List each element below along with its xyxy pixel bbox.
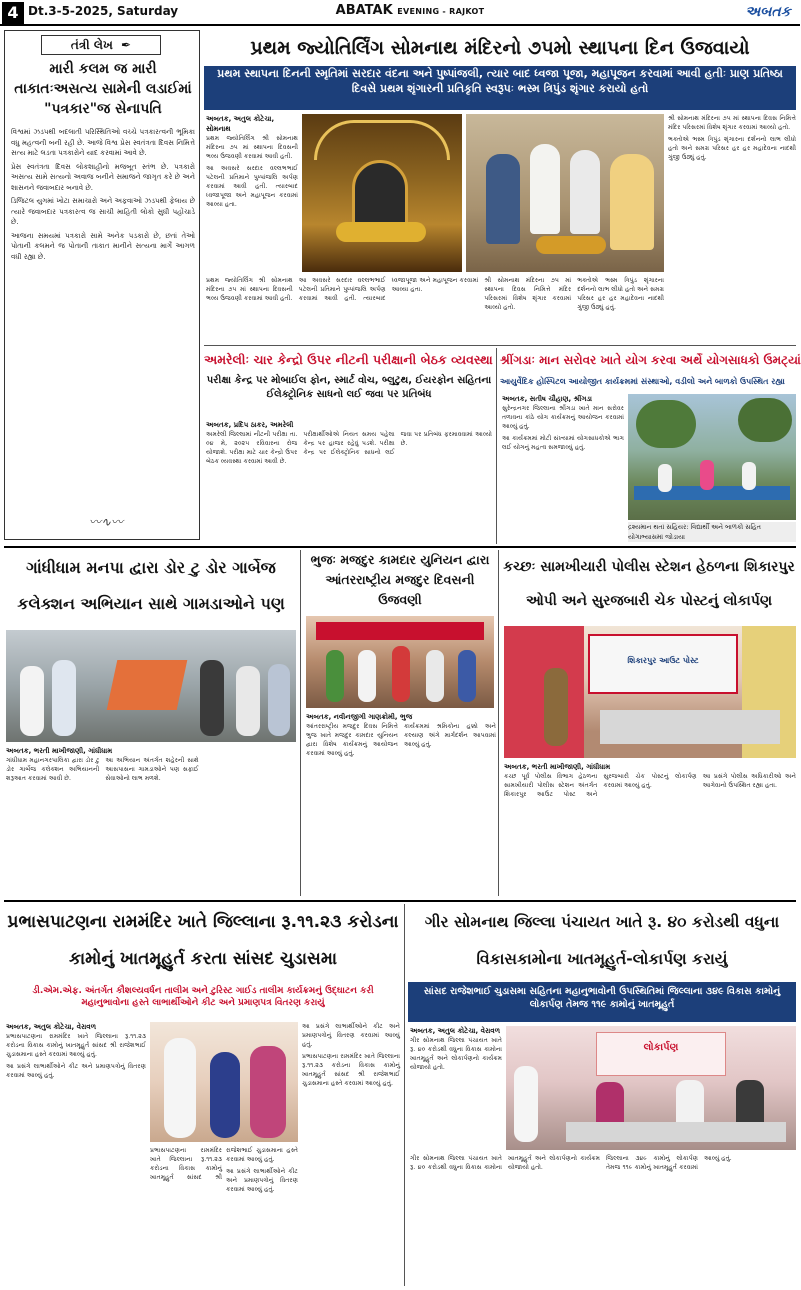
person-figure <box>486 154 520 244</box>
person-figure <box>20 666 44 736</box>
somnath-lower-body <box>206 276 664 342</box>
kutch-photo <box>504 626 796 758</box>
prabhas-lower-body <box>150 1146 298 1284</box>
amreli-subhead: પરીક્ષા કેન્દ્ર પર મોબાઈલ ફોન, સ્માર્ટ વોચ, બ્લુટુથ, ઈયરફોન સહિતના ઈલેક્ટ્રોનિક સાધનો લઈ જવા પર પ્રતિબંધ <box>206 375 492 400</box>
gir-body-col <box>410 1026 502 1150</box>
shringda-paragraph: સુરેન્દ્રનગર જિલ્લાના શ્રીંગડા ખાતે માન સરોવર તળાવના કાંઠે યોગ કાર્યક્રમનું આયોજન કરવામાં આવ્યું હતું. <box>502 405 624 430</box>
person-figure <box>700 460 714 490</box>
paper-name <box>330 3 490 18</box>
somnath-side-body <box>668 114 796 354</box>
amreli-headline: અમરેલીઃ ચાર કેન્દ્રો ઉપર નીટની પરીક્ષાની બેઠક વ્યવસ્થા <box>204 352 493 367</box>
prabhas-paragraph: પ્રભાસપાટણના રામમંદિર ખાતે જિલ્લાના રૂ.૧૧.૨૩ કરોડના વિકાસ કામોનું ખાતમૂહુર્ત સાંસદ શ્રી રાજેશભાઈ ચુડાસમાના હસ્તે કરવામાં આવ્યું હતું. <box>302 1053 400 1087</box>
editor-signature: 〰∿〰 <box>89 515 124 529</box>
paper-edition: EVENING - RAJKOT <box>397 7 485 16</box>
paper-title: ABATAK <box>335 3 393 18</box>
shringda-body <box>502 404 624 452</box>
somnath-side-paragraph: ભક્તોએ ભસ્મ ત્રિપુંડ શૃંગારના દર્શનનો લાભ લીધો હતો અને સમગ્ર પરિસર હર હર મહાદેવના નાદથી ગુંજી ઉઠ્યું હતું. <box>577 277 664 311</box>
amreli-byline: અબતક, પ્રદિપ ઠાકર, અમરેલી <box>206 421 294 429</box>
gir-paragraph: ગીર સોમનાથ જિલ્લા પંચાયત ખાતે રૂ. ૪૦ કરોડથી વધુના વિકાસ કામોના ખાતમૂહુર્ત અને લોકાર્પણનો કાર્યક્રમ યોજાયો હતો. <box>410 1155 600 1171</box>
pen-icon: ✒ <box>121 38 132 52</box>
prabhas-paragraph: પ્રભાસપાટણના રામમંદિર ખાતે જિલ્લાના રૂ.૧૧.૨૩ કરોડના વિકાસ કામોનું ખાતમૂહુર્ત સાંસદ શ્રી રાજેશભાઈ ચુડાસમાના હસ્તે કરવામાં આવ્યું હતું. <box>150 1147 298 1181</box>
somnath-headline: પ્રથમ જ્યોતિર્લિંગ સોમનાથ મંદિરનો ૭૫મો સ્થાપના દિન ઉજવાયો <box>250 37 750 59</box>
person-figure <box>358 650 376 702</box>
person-figure <box>200 660 224 736</box>
shrine-garland <box>336 222 426 242</box>
person-figure <box>426 650 444 702</box>
editorial-paragraph: વિશ્વમાં ઝડપથી બદલાતી પરિસ્થિતિઓ વચ્ચે પત્રકારત્વની ભૂમિકા વધુ મહત્વની બની રહી છે. આજે વિશ્વ પ્રેસ સ્વતંત્રતા દિવસ નિમિત્તે સત્ય માટે લડતા પત્રકારોને યાદ કરવામાં આવે છે. <box>11 128 195 157</box>
shringda-headline: શ્રીંગડાઃ માન સરોવર ખાતે યોગ કરવા અર્થે યોગસાધકો ઉમટ્યાં <box>500 353 801 367</box>
shringda-caption: દ્રશ્યમાન થતાં સહિયર: વિદ્યાર્થી અને બાળકો સહિત યોગાભ્યાસમાં જોડાયા <box>628 522 796 542</box>
tree-shape <box>738 398 792 442</box>
page-number: 4 <box>2 2 24 24</box>
person-figure <box>514 1066 538 1142</box>
bhuj-photo <box>306 616 494 708</box>
table-row-shape <box>566 1122 786 1142</box>
person-figure <box>326 650 344 702</box>
somnath-body-col <box>206 114 298 274</box>
person-figure <box>268 664 290 736</box>
somnath-side-paragraph: ભક્તોએ ભસ્મ ત્રિપુંડ શૃંગારના દર્શનનો લાભ લીધો હતો અને સમગ્ર પરિસર હર હર મહાદેવના નાદથી ગુંજી ઉઠ્યું હતું. <box>668 136 796 161</box>
editorial-body <box>11 127 195 507</box>
somnath-paragraph: પ્રથમ જ્યોતિર્લિંગ શ્રી સોમનાથ મંદિરના ૭૫ માં સ્થાપના દિવસની ભવ્ય ઉજવણી કરવામાં આવી હતી. <box>206 135 298 160</box>
prabhas-paragraph: આ પ્રસંગે લાભાર્થીઓને કીટ અને પ્રમાણપત્રોનું વિતરણ કરવામાં આવ્યું હતું. <box>6 1063 146 1079</box>
amreli-body <box>206 430 492 466</box>
prabhas-photo <box>150 1022 298 1142</box>
gir-subhead: સાંસદ રાજેશભાઈ ચુડાસમા સહિતના મહાનુભાવોની ઉપસ્થિતિમાં જિલ્લાના ૩૪૯ વિકાસ કામોનું લોકાર્પણ તેમજ ૧૧૯ કામોનું ખાતમૂહુર્ત <box>408 982 796 1022</box>
bhuj-byline: અબતક, નવીનજીગી ગાણક્રોમી, ભુજ <box>306 713 413 721</box>
person-figure <box>52 660 76 736</box>
somnath-side-paragraph: શ્રી સોમનાથ મંદિરના ૭૫ માં સ્થાપના દિવસ નિમિત્તે મંદિર પરિસરમાં વિશેષ શૃંગાર કરવામાં આવ્યો હતો. <box>484 277 572 311</box>
editorial-kicker: તંત્રી લેખ <box>70 38 113 52</box>
gandhidham-byline: અબતક, ભરતી માખીજાણી, ગાંધીધામ <box>6 747 113 755</box>
editorial-paragraph: આજના સમયમાં પત્રકારો સામે અનેક પડકારો છે, છતાં તેઓ પોતાની કલમને જ પોતાની તાકાત માનીને સત્યના માર્ગે આગળ વધી રહ્યા છે. <box>11 231 195 261</box>
divider <box>4 900 796 902</box>
gir-photo <box>506 1026 796 1150</box>
editorial-paragraph: પ્રેસ સ્વતંત્રતા દિવસ લોકશાહીનો મજબૂત સ્તંભ છે. પત્રકારો અસત્ય સામે સત્યનો અવાજ બનીને સમાજને જાગૃત કરે છે અને શાસનને જવાબદાર બનાવે છે. <box>11 162 195 192</box>
prabhas-paragraph: આ પ્રસંગે લાભાર્થીઓને કીટ અને પ્રમાણપત્રોનું વિતરણ કરવામાં આવ્યું હતું. <box>226 1168 298 1193</box>
person-figure <box>458 650 476 702</box>
editorial-paragraph: ડિજિટલ યુગમાં ખોટા સમાચારો અને અફવાઓ ઝડપથી ફેલાય છે ત્યારે જવાબદાર પત્રકારત્વ જ સાચી માહિતી લોકો સુધી પહોંચાડે છે. <box>11 197 195 226</box>
kutch-byline: અબતક, ભરતી માખીજાણી, ગાંધીધામ <box>504 763 611 771</box>
amreli-paragraph: પરીક્ષાર્થીઓએ નિયત સમય પહેલા કેન્દ્ર પર હાજર રહેવું પડશે. પરીક્ષા કેન્દ્ર પર ઈલેક્ટ્રોનિક સાધનો લઈ જવા પર પ્રતિબંધ ફરમાવવામાં આવ્યો છે. <box>303 431 492 456</box>
bhuj-paragraph: આંતરરાષ્ટ્રીય મજદુર દિવસ નિમિત્તે ભુજ ખાતે મજદુર કામદાર યુનિયન દ્વારા વિશેષ કાર્યક્રમનું આયોજન કરવામાં આવ્યું હતું. <box>306 723 398 757</box>
person-figure <box>610 154 654 250</box>
somnath-side-paragraph: શ્રી સોમનાથ મંદિરના ૭૫ માં સ્થાપના દિવસ નિમિત્તે મંદિર પરિસરમાં વિશેષ શૃંગાર કરવામાં આવ્યો હતો. <box>668 115 796 131</box>
divider <box>496 348 497 544</box>
divider <box>300 550 301 896</box>
bhuj-headline: ભુજઃ મજદુર કામદાર યુનિયન દ્વારા આંતરરાષ્ટ્રીય મજદુર દિવસની ઉજવણી <box>310 552 490 607</box>
gandhidham-body-col <box>6 746 298 896</box>
kutch-body-col <box>504 762 796 896</box>
offering-plate <box>536 236 606 254</box>
gir-photo-text: લોકાર્પણ <box>643 1042 679 1053</box>
masthead <box>0 0 800 26</box>
prabhas-body <box>6 1032 146 1080</box>
gir-body <box>410 1036 502 1072</box>
person-figure <box>164 1038 196 1138</box>
divider <box>404 904 405 1286</box>
person-figure <box>210 1052 240 1138</box>
somnath-pooja-photo <box>466 114 664 272</box>
shrine-lingam <box>352 160 408 230</box>
logo: અબતક <box>745 4 791 20</box>
gir-headline: ગીર સોમનાથ જિલ્લા પંચાયત ખાતે રૂ. ૪૦ કરોડથી વધુના વિકાસકામોના ખાતમૂહુર્ત-લોકાર્પણ કરાયું <box>424 913 780 968</box>
tree-shape <box>636 400 696 448</box>
somnath-shrine-photo <box>302 114 462 272</box>
person-figure <box>658 464 672 492</box>
dateline: Dt.3-5-2025, Saturday <box>28 4 179 18</box>
prabhas-headline: પ્રભાસપાટણના રામમંદિર ખાતે જિલ્લાના રૂ.૧૧.૨૩ કરોડના કામોનું ખાતમૂહુર્ત કરતા સાંસદ ચુડાસમા <box>7 912 399 969</box>
bhuj-paragraph: કાર્યક્રમમાં શ્રમિકોના હક્કો અને કલ્યાણ અંગે માર્ગદર્શન આપવામાં આવ્યું હતું. <box>404 723 496 748</box>
gandhidham-photo <box>6 630 296 742</box>
divider <box>204 345 796 346</box>
prabhas-body-col <box>6 1022 146 1284</box>
officer-figure <box>544 668 568 746</box>
garbage-vehicle <box>107 660 188 710</box>
somnath-paragraph: આ અવસરે સરદાર વલ્લભભાઈ પટેલની પ્રતિમાને પુષ્પાંજલિ અર્પણ કરવામાં આવી હતી. ત્યારબાદ ધ્વજાપૂજા અને મહાપૂજન કરવામાં આવ્યા હતા. <box>298 277 479 302</box>
shringda-paragraph: આ કાર્યક્રમમાં મોટી સંખ્યામાં યોગસાધકોએ ભાગ લઈ યોગનું મહત્વ સમજાવ્યું હતું. <box>502 435 624 451</box>
kutch-headline: કચ્છઃ સામખીયારી પોલીસ સ્ટેશન હેઠળના શિકારપુર ઓપી અને સુરજબારી ચેક પોસ્ટનું લોકાર્પણ <box>503 559 795 609</box>
prabhas-paragraph: પ્રભાસપાટણના રામમંદિર ખાતે જિલ્લાના રૂ.૧૧.૨૩ કરોડના વિકાસ કામોનું ખાતમૂહુર્ત સાંસદ શ્રી રાજેશભાઈ ચુડાસમાના હસ્તે કરવામાં આવ્યું હતું. <box>6 1033 146 1058</box>
person-figure <box>250 1046 286 1138</box>
gandhidham-paragraph: ગાંધીધામ મહાનગરપાલિકા દ્વારા ડોર ટુ ડોર ગાર્બેજ કલેક્શન અભિયાનની શરૂઆત કરવામાં આવી છે. <box>6 757 100 782</box>
kutch-paragraph: આ પ્રસંગે પોલીસ અધિકારીઓ અને આગેવાનો ઉપસ્થિત રહ્યા હતા. <box>702 773 796 789</box>
kutch-body <box>504 772 796 799</box>
somnath-body <box>206 134 298 209</box>
person-figure <box>742 462 756 490</box>
gir-paragraph: ગીર સોમનાથ જિલ્લા પંચાયત ખાતે રૂ. ૪૦ કરોડથી વધુના વિકાસ કામોના ખાતમૂહુર્ત અને લોકાર્પણનો કાર્યક્રમ યોજાયો હતો. <box>410 1037 502 1071</box>
divider <box>4 546 796 548</box>
somnath-byline: અબતક, અતુલ કોટેચા, સોમનાથ <box>206 115 275 133</box>
divider <box>498 550 499 896</box>
prabhas-subhead: ડી.એમ.એફ. અંતર્ગત કૌશલ્યવર્ધન તાલીમ અને ટુરિસ્ટ ગાઈડ તાલીમ કાર્યક્રમનું ઉદ્ઘાટન કરી મહાનુભાવોના હસ્તે લાભાર્થીઓને કીટ અને પ્રમાણપત્ર વિતરણ કરાયું <box>4 982 402 1018</box>
somnath-paragraph: આ અવસરે સરદાર વલ્લભભાઈ પટેલની પ્રતિમાને પુષ્પાંજલિ અર્પણ કરવામાં આવી હતી. ત્યારબાદ ધ્વજાપૂજા અને મહાપૂજન કરવામાં આવ્યા હતા. <box>206 165 298 208</box>
amreli-paragraph: અમરેલી જિલ્લામાં નીટની પરીક્ષા તા. ૦૪ મે, ૨૦૨૫ રવિવારના રોજ યોજાશે. પરીક્ષા માટે ચાર કેન્દ્રો ઉપર બેઠક વ્યવસ્થા કરવામાં આવી છે. <box>206 431 298 465</box>
gir-lower-body <box>410 1154 796 1284</box>
prabhas-byline: અબતક, અતુલ કોટેચા, વેરાવળ <box>6 1023 97 1031</box>
banner-shape <box>316 622 484 640</box>
person-figure <box>570 150 600 234</box>
editorial-kicker-box <box>41 35 161 55</box>
shringda-byline: અબતક, સતીષ ચૌહાણ, શ્રીંગડા <box>502 395 593 403</box>
prabhas-right-body <box>302 1022 400 1284</box>
gandhidham-body <box>6 756 298 783</box>
person-figure <box>236 666 260 736</box>
editorial-headline: મારી કલમ જ મારી તાકાતઃઅસત્ય સામેની લડાઈમાં "પત્રકાર"જ સેનાપતિ <box>14 61 192 117</box>
gandhidham-paragraph: આ અભિયાન અંતર્ગત શહેરની સાથે આસપાસના ગામડાઓને પણ સફાઈ સેવાઓનો લાભ મળશે. <box>105 757 199 782</box>
person-figure <box>392 646 410 702</box>
person-figure <box>530 144 560 234</box>
shringda-yoga-photo <box>628 394 796 520</box>
prabhas-paragraph: આ પ્રસંગે લાભાર્થીઓને કીટ અને પ્રમાણપત્રોનું વિતરણ કરવામાં આવ્યું હતું. <box>302 1023 400 1048</box>
somnath-paragraph: પ્રથમ જ્યોતિર્લિંગ શ્રી સોમનાથ મંદિરના ૭૫ માં સ્થાપના દિવસની ભવ્ય ઉજવણી કરવામાં આવી હતી. <box>206 277 293 302</box>
amreli-body-col <box>206 420 492 540</box>
table-row-shape <box>600 710 780 744</box>
editorial-article <box>4 30 200 540</box>
shringda-subhead: આયુર્વેદિક હોસ્પિટલ આયોજીત કાર્યક્રમમાં સંસ્થાઓ, વડીલો અને બાળકો ઉપસ્થિત રહ્યા <box>500 377 785 386</box>
bhuj-body-col <box>306 712 496 896</box>
somnath-subhead: પ્રથમ સ્થાપના દિનની સ્મૃતિમાં સરદાર વંદના અને પુષ્પાંજલી, ત્યાર બાદ ધ્વજા પૂજા, મહાપૂજન કરવામાં આવી હતીઃ પ્રાણ પ્રતિષ્ઠા દિવસે પ્રથમ શૃંગારની પ્રતિકૃતિ સ્વરૂપઃ ભસ્મ ત્રિપુંડ શૃંગાર કરાયો હતો <box>204 66 796 110</box>
bhuj-body <box>306 722 496 758</box>
kutch-paragraph: કચ્છ પૂર્વ પોલીસ વિભાગ હેઠળના સામખીયારી પોલીસ સ્ટેશન અંતર્ગત શિકારપુર આઉટ પોસ્ટ અને સુરજબારી ચેક પોસ્ટનું લોકાર્પણ કરવામાં આવ્યું હતું. <box>504 773 697 798</box>
gir-byline: અબતક, અતુલ કોટેચા, વેરાવળ <box>410 1027 501 1035</box>
gandhidham-headline: ગાંધીધામ મનપા દ્વારા ડોર ટુ ડોર ગાર્બેજ કલેક્શન અભિયાન સાથે ગામડાઓને પણ <box>17 558 285 613</box>
gir-paragraph: જિલ્લાના ૩૪૯ કામોનું લોકાર્પણ તેમજ ૧૧૯ કામોનું ખાતમૂહુર્ત કરવામાં આવ્યું હતું. <box>606 1155 732 1171</box>
shrine-arch <box>314 120 450 160</box>
kutch-banner-text: શિકારપુર આઉટ પોસ્ટ <box>627 656 699 665</box>
shringda-body-col <box>502 394 624 520</box>
